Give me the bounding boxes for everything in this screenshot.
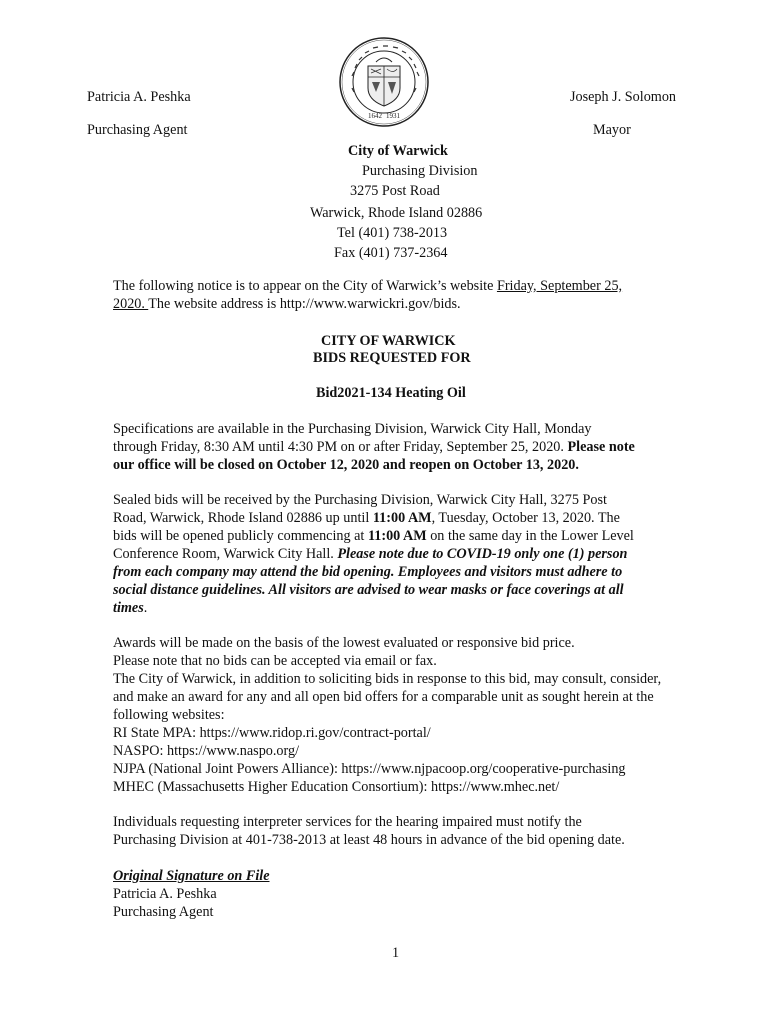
sealed-line: bids will be opened publicly commencing at <box>113 528 368 544</box>
letterhead-street: 3275 Post Road <box>350 183 440 199</box>
letterhead-org: City of Warwick <box>348 143 448 159</box>
interpreter-line: Individuals requesting interpreter services for the hearing impaired must notify the <box>113 814 582 830</box>
specs-closure-notice: our office will be closed on October 12, 2020 and reopen on October 13, 2020. <box>113 457 579 473</box>
specs-line: Specifications are available in the Purchasing Division, Warwick City Hall, Monday <box>113 421 592 437</box>
website-ri-state-mpa: RI State MPA: https://www.ridop.ri.gov/contract-portal/ <box>113 725 431 741</box>
opening-time: 11:00 AM <box>367 528 427 544</box>
letterhead-city: Warwick, Rhode Island 02886 <box>310 205 483 221</box>
notice-date: Friday, September 25, <box>496 278 623 294</box>
letterhead-division: Purchasing Division <box>362 163 478 179</box>
website-njpa: NJPA (National Joint Powers Alliance): https://www.njpacoop.org/cooperative-purchasing <box>113 761 626 777</box>
website-mhec: MHEC (Massachusetts Higher Education Consortium): https://www.mhec.net/ <box>113 779 560 795</box>
notice-website: The website address is http://www.warwickri.gov/bids. <box>148 296 461 312</box>
right-official-title: Mayor <box>593 122 631 138</box>
left-official-name: Patricia A. Peshka <box>87 89 191 105</box>
covid-notice: Please note due to COVID-19 only one (1) person <box>337 546 628 562</box>
signature-label: Original Signature on File <box>113 868 270 884</box>
specs-notice-bold: Please note <box>567 439 635 455</box>
covid-notice: times <box>113 600 144 616</box>
right-official-name: Joseph J. Solomon <box>570 89 677 105</box>
awards-line: following websites: <box>113 707 225 723</box>
left-official-title: Purchasing Agent <box>87 122 188 138</box>
bid-title: Bid2021-134 Heating Oil <box>316 385 466 401</box>
awards-line: and make an award for any and all open bid offers for a comparable unit as sought herein at the <box>113 689 654 705</box>
awards-paragraph <box>113 634 688 796</box>
svg-text:1642: 1642 <box>368 112 382 120</box>
specifications-paragraph <box>113 420 688 474</box>
letterhead-tel: Tel (401) 738-2013 <box>337 225 448 241</box>
letterhead-fax: Fax (401) 737-2364 <box>334 245 448 261</box>
signature-name: Patricia A. Peshka <box>113 886 217 902</box>
covid-notice: social distance guidelines. All visitors are advised to wear masks or face coverings at all <box>113 582 624 598</box>
sealed-line: Sealed bids will be received by the Purchasing Division, Warwick City Hall, 3275 Post <box>113 492 607 508</box>
page-number: 1 <box>392 945 400 961</box>
awards-line: Please note that no bids can be accepted via email or fax. <box>113 653 437 669</box>
awards-line: Awards will be made on the basis of the lowest evaluated or responsive bid price. <box>113 635 575 651</box>
sealed-bids-paragraph <box>113 491 688 617</box>
sealed-period: . <box>143 600 148 616</box>
sealed-date: , Tuesday, October 13, 2020. The <box>431 510 620 526</box>
city-seal-logo <box>338 36 430 128</box>
title-bids-requested: BIDS REQUESTED FOR <box>313 350 471 366</box>
svg-text:1931: 1931 <box>386 112 400 120</box>
awards-line: The City of Warwick, in addition to soliciting bids in response to this bid, may consult, consider, <box>113 671 662 687</box>
notice-paragraph <box>113 277 688 313</box>
interpreter-paragraph <box>113 813 688 849</box>
sealed-line: Conference Room, Warwick City Hall. <box>113 546 338 562</box>
website-naspo: NASPO: https://www.naspo.org/ <box>113 743 300 759</box>
sealed-time: 11:00 AM <box>372 510 432 526</box>
signature-title: Purchasing Agent <box>113 904 214 920</box>
sealed-location: on the same day in the Lower Level <box>426 528 634 544</box>
title-city: CITY OF WARWICK <box>321 333 456 349</box>
covid-notice: from each company may attend the bid opening. Employees and visitors must adhere to <box>113 564 623 580</box>
notice-date-cont: 2020. <box>113 296 149 312</box>
notice-text: The following notice is to appear on the City of Warwick’s website <box>113 278 497 294</box>
signature-block <box>113 867 688 921</box>
sealed-line: Road, Warwick, Rhode Island 02886 up until <box>113 510 373 526</box>
interpreter-line: Purchasing Division at 401-738-2013 at least 48 hours in advance of the bid opening date. <box>113 832 625 848</box>
specs-line: through Friday, 8:30 AM until 4:30 PM on or after Friday, September 25, 2020. <box>113 439 568 455</box>
